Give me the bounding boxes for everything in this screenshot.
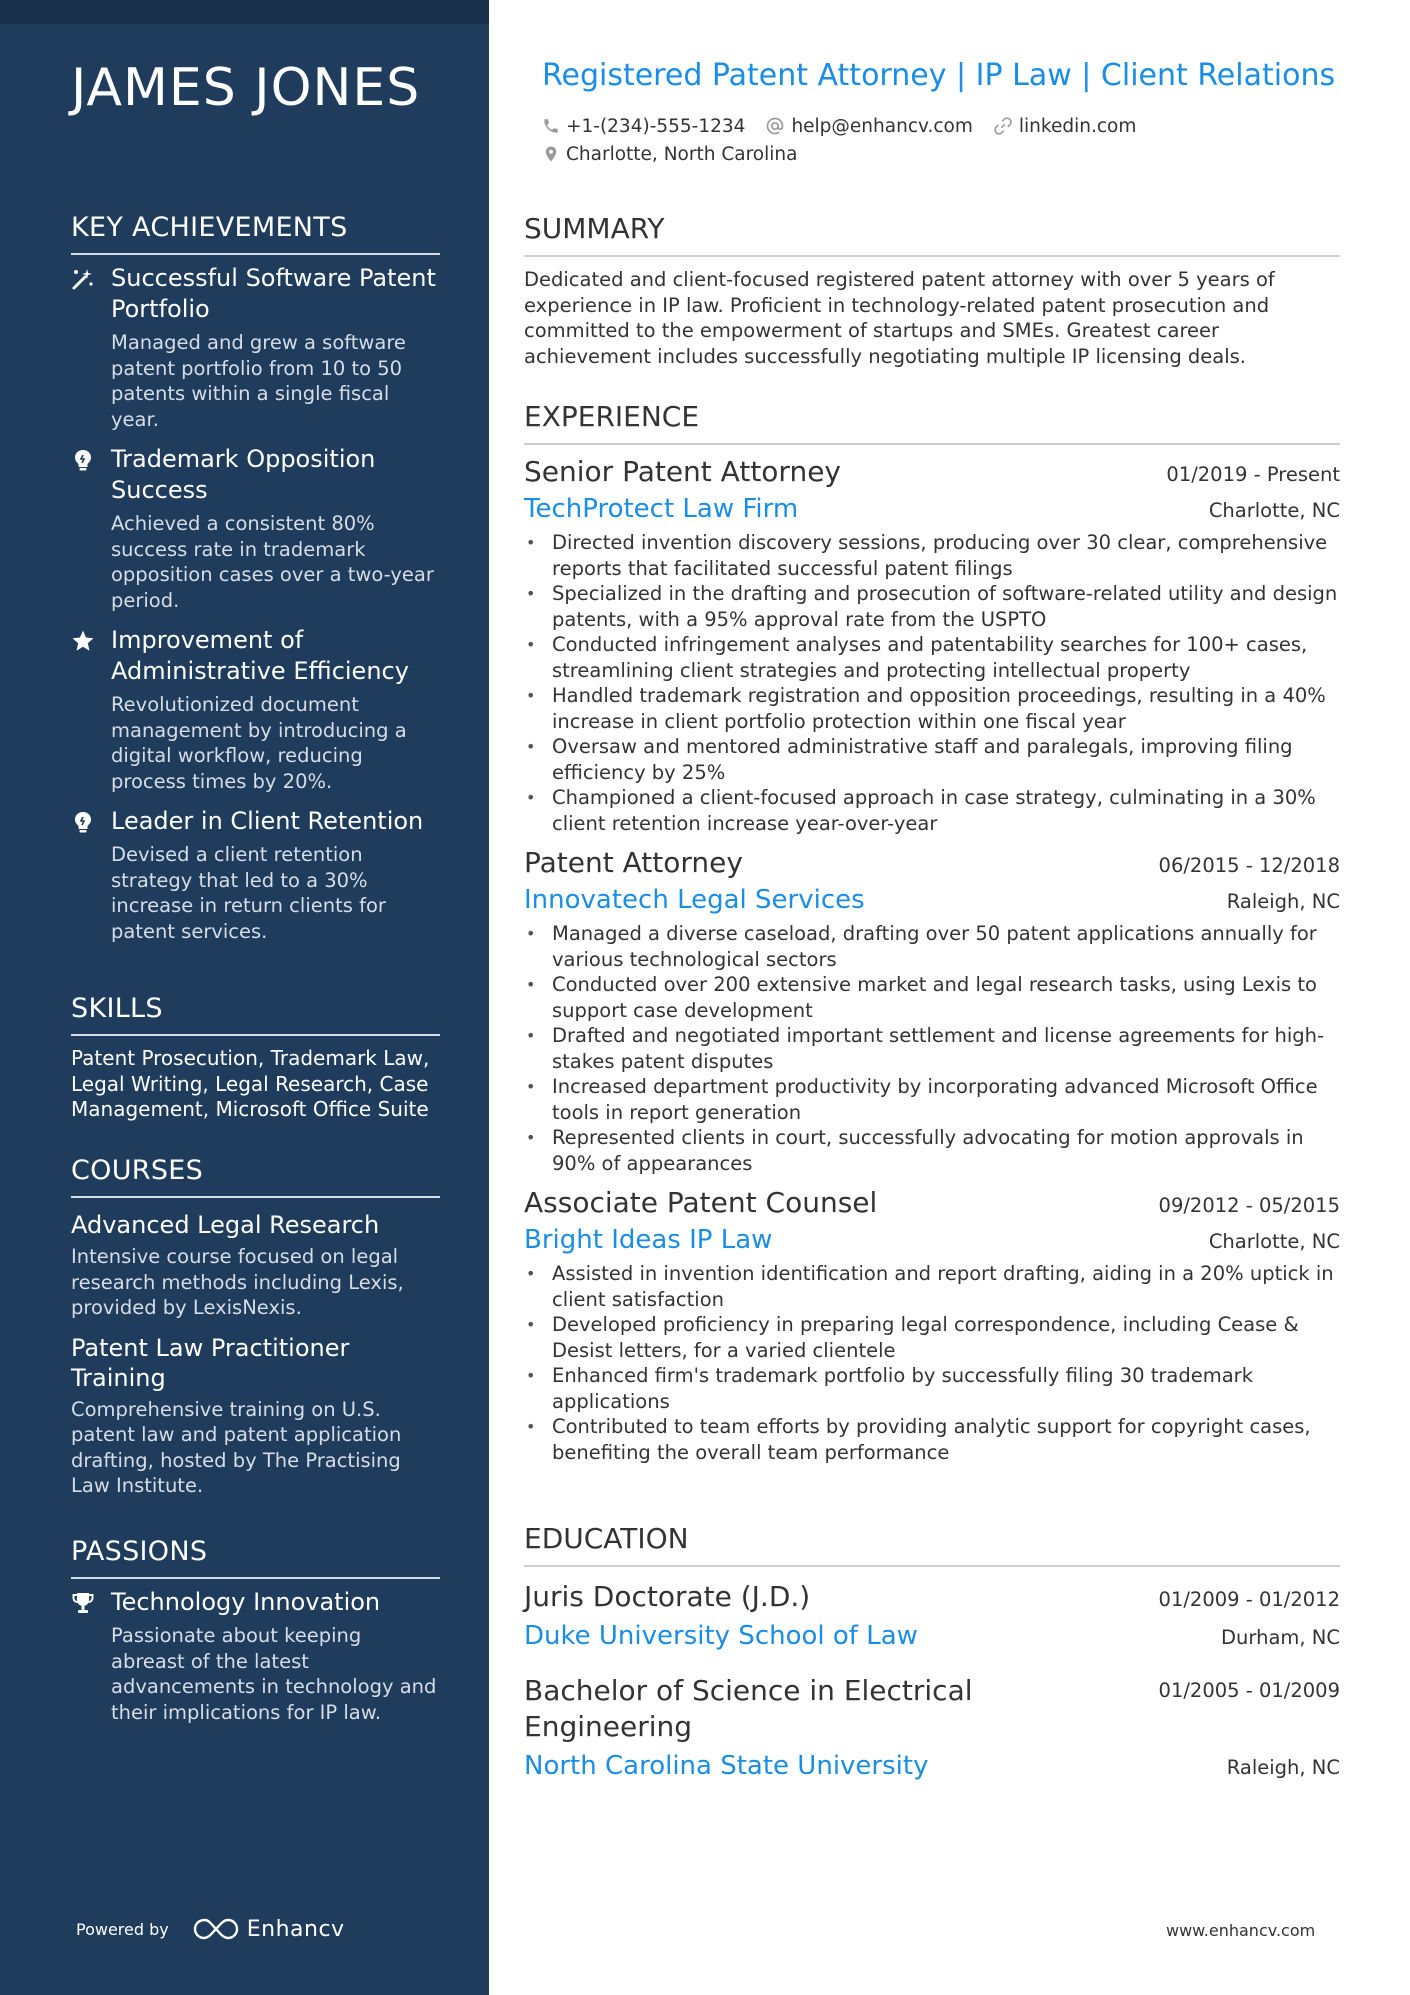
skills-section [71, 993, 440, 1123]
trophy-icon [71, 1591, 95, 1615]
job-entry [524, 455, 1340, 836]
job-bullet: • Assisted in invention identification and report drafting, aiding in a 20% uptick in client satisfaction [524, 1261, 1340, 1312]
job-bullet: • Handled trademark registration and opposition proceedings, resulting in a 40% increase in client portfolio protection within one fiscal year [524, 683, 1340, 734]
job-bullet: • Specialized in the drafting and prosecution of software-related utility and design patents, with a 95% approval rate from the USPTO [524, 581, 1340, 632]
job-bullet: • Enhanced firm's trademark portfolio by successfully filing 30 trademark applications [524, 1363, 1340, 1414]
achievement-item [71, 444, 440, 613]
skills-title: SKILLS [71, 993, 440, 1036]
achievement-item [71, 263, 440, 432]
achievement-title: Improvement of Administrative Efficiency [111, 626, 409, 685]
achievements-title: KEY ACHIEVEMENTS [71, 212, 440, 255]
education-location: Raleigh, NC [1226, 1756, 1340, 1779]
job-bullet: • Directed invention discovery sessions, producing over 30 clear, comprehensive reports that facilitated successful patent filings [524, 530, 1340, 581]
lightbulb-icon [71, 448, 95, 472]
achievement-item [71, 625, 440, 794]
course-title: Advanced Legal Research [71, 1211, 380, 1239]
summary-section [524, 212, 1340, 369]
link-icon [993, 116, 1013, 136]
job-dates: 09/2012 - 05/2015 [1158, 1194, 1340, 1217]
job-bullet: • Conducted infringement analyses and patentability searches for 100+ cases, streamlining client strategies and protecting intellectual property [524, 632, 1340, 683]
passion-item [71, 1587, 440, 1725]
job-bullet: • Conducted over 200 extensive market and legal research tasks, using Lexis to support case development [524, 972, 1340, 1023]
course-item [71, 1210, 440, 1321]
job-bullet: • Represented clients in court, successfully advocating for motion approvals in 90% of appearances [524, 1125, 1340, 1176]
achievement-item [71, 806, 440, 944]
passion-title: Technology Innovation [111, 1588, 381, 1616]
achievement-desc: Managed and grew a software patent portfolio from 10 to 50 patents within a single fiscal year. [111, 331, 406, 431]
summary-text: Dedicated and client-focused registered patent attorney with over 5 years of experience in IP law. Proficient in technology-related patent prosecution and committed to the empowerment of startups and SMEs. Greatest career achievement includes successfully negotiating multiple IP licensing deals. [524, 268, 1275, 368]
sidebar [0, 0, 489, 1995]
at-icon [765, 116, 785, 136]
contact-location [542, 144, 797, 165]
courses-section [71, 1155, 440, 1499]
job-location: Charlotte, NC [1208, 1230, 1340, 1253]
passions-section [71, 1536, 440, 1725]
achievement-title: Leader in Client Retention [111, 807, 424, 835]
job-bullet: • Managed a diverse caseload, drafting over 50 patent applications annually for various technological sectors [524, 921, 1340, 972]
contact-email[interactable] [765, 116, 972, 137]
job-bullet: • Drafted and negotiated important settlement and license agreements for high-stakes patent disputes [524, 1023, 1340, 1074]
job-title: Associate Patent Counsel [524, 1186, 878, 1219]
star-icon [71, 629, 95, 653]
course-desc: Comprehensive training on U.S. patent law and patent application drafting, hosted by The Practising Law Institute. [71, 1397, 402, 1497]
job-company: TechProtect Law Firm [524, 494, 799, 524]
phone-text: +1-(234)-555-1234 [566, 115, 746, 137]
job-location: Charlotte, NC [1208, 499, 1340, 522]
job-bullets [524, 1261, 1340, 1465]
email-text: help@enhancv.com [791, 115, 973, 137]
education-title: EDUCATION [524, 1522, 1340, 1567]
education-dates: 01/2005 - 01/2009 [1158, 1679, 1340, 1702]
job-title: Senior Patent Attorney [524, 455, 841, 488]
experience-section [524, 400, 1340, 1465]
education-section [524, 1522, 1340, 1781]
experience-title: EXPERIENCE [524, 400, 1340, 445]
enhancv-logo-icon [193, 1916, 239, 1942]
wand-icon [71, 267, 95, 291]
job-entry [524, 846, 1340, 1176]
enhancv-brand: Enhancv [246, 1916, 345, 1942]
footer-url[interactable]: www.enhancv.com [1166, 1921, 1316, 1940]
degree: Juris Doctorate (J.D.) [524, 1580, 811, 1613]
skills-list: Patent Prosecution, Trademark Law, Legal Writing, Legal Research, Case Management, Microsoft Office Suite [71, 1046, 430, 1121]
achievement-desc: Revolutionized document management by introducing a digital workflow, reducing process times by 20%. [111, 693, 407, 793]
job-bullets [524, 921, 1340, 1176]
job-company: Bright Ideas IP Law [524, 1225, 773, 1255]
job-company: Innovatech Legal Services [524, 885, 865, 915]
education-entry [524, 1579, 1340, 1651]
courses-title: COURSES [71, 1155, 440, 1198]
achievement-title: Trademark Opposition Success [111, 445, 376, 504]
job-title: Patent Attorney [524, 846, 743, 879]
course-desc: Intensive course focused on legal research methods including Lexis, provided by LexisNexis. [71, 1245, 404, 1319]
lightbulb-icon [71, 810, 95, 834]
education-location: Durham, NC [1221, 1626, 1340, 1649]
job-location: Raleigh, NC [1226, 890, 1340, 913]
education-dates: 01/2009 - 01/2012 [1158, 1588, 1340, 1611]
school: North Carolina State University [524, 1751, 929, 1781]
passion-desc: Passionate about keeping abreast of the latest advancements in technology and their implications for IP law. [111, 1624, 437, 1724]
powered-by [76, 1916, 345, 1942]
powered-by-label: Powered by [76, 1919, 169, 1939]
job-bullet: • Increased department productivity by incorporating advanced Microsoft Office tools in report generation [524, 1074, 1340, 1125]
job-bullet: • Championed a client-focused approach in case strategy, culminating in a 30% client retention increase year-over-year [524, 785, 1340, 836]
job-bullet: • Oversaw and mentored administrative staff and paralegals, improving filing efficiency by 25% [524, 734, 1340, 785]
job-entry [524, 1186, 1340, 1465]
achievements-section [71, 212, 440, 944]
location-text: Charlotte, North Carolina [566, 143, 798, 165]
job-dates: 06/2015 - 12/2018 [1158, 854, 1340, 877]
contact-phone[interactable] [542, 116, 745, 137]
achievement-title: Successful Software Patent Portfolio [111, 264, 436, 323]
contact-linkedin[interactable] [993, 116, 1136, 137]
school: Duke University School of Law [524, 1621, 918, 1651]
job-bullets [524, 530, 1340, 836]
job-bullet: • Developed proficiency in preparing legal correspondence, including Cease & Desist letters, for a varied clientele [524, 1312, 1340, 1363]
passions-title: PASSIONS [71, 1536, 440, 1579]
sidebar-top-bar [0, 0, 489, 24]
degree: Bachelor of Science in Electrical Engineering [524, 1674, 973, 1743]
phone-icon [542, 117, 560, 135]
headline: Registered Patent Attorney | IP Law | Client Relations [542, 58, 1336, 93]
summary-title: SUMMARY [524, 212, 1340, 257]
linkedin-text: linkedin.com [1018, 115, 1137, 137]
candidate-name: JAMES JONES [71, 58, 421, 118]
contact-info [542, 112, 1322, 168]
course-title: Patent Law Practitioner Training [71, 1333, 350, 1392]
job-dates: 01/2019 - Present [1166, 463, 1340, 486]
course-item [71, 1333, 440, 1499]
achievement-desc: Achieved a consistent 80% success rate in trademark opposition cases over a two-year period. [111, 512, 434, 612]
location-pin-icon [542, 144, 560, 164]
achievement-desc: Devised a client retention strategy that led to a 30% increase in return clients for patent services. [111, 843, 386, 943]
education-entry [524, 1673, 1340, 1781]
job-bullet: • Contributed to team efforts by providing analytic support for copyright cases, benefiting the overall team performance [524, 1414, 1340, 1465]
